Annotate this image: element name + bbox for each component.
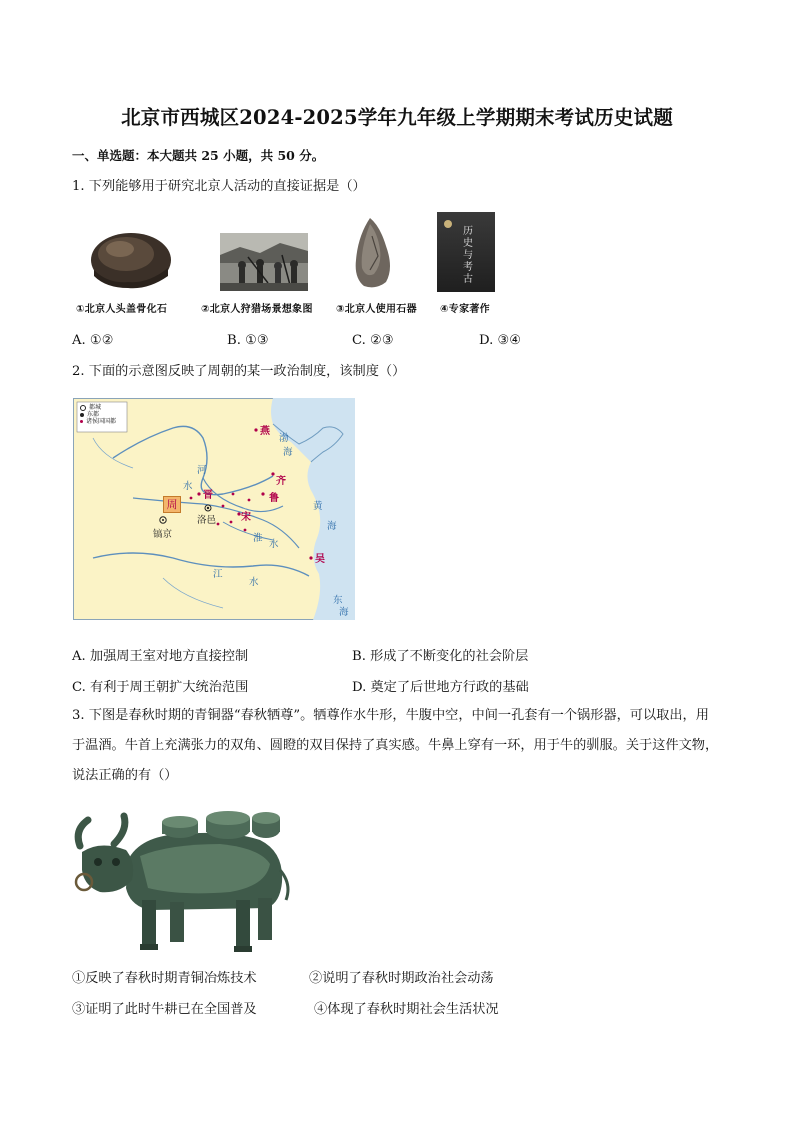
section-heading: 一、单选题：本大题共 25 小题，共 50 分。 xyxy=(72,148,325,163)
q3-statement-3: ③证明了此时牛耕已在全国普及 xyxy=(72,1002,257,1017)
map-capital-luoyi: 洛邑 xyxy=(197,515,217,526)
map-water-label: 海 xyxy=(339,607,349,618)
zhou-fief-map xyxy=(73,398,355,620)
map-water-label: 江 xyxy=(213,569,223,580)
page-title: 北京市西城区2024-2025学年九年级上学期期末考试历史试题 xyxy=(121,106,673,129)
q1-option-c[interactable]: C. ②③ xyxy=(352,333,394,348)
q2-option-c[interactable]: C. 有利于周王朝扩大统治范围 xyxy=(72,680,249,695)
hunting-scene-image xyxy=(220,233,308,291)
book-title-text: 历 史 与 考 古 xyxy=(463,226,473,285)
map-state-yan: 燕 xyxy=(260,426,270,437)
map-capital-haojing: 镐京 xyxy=(153,529,173,540)
map-water-label: 河 xyxy=(197,465,207,476)
question-2-stem: 2. 下面的示意图反映了周朝的某一政治制度，该制度（） xyxy=(72,364,406,379)
bronze-ox-zun-image xyxy=(70,800,296,960)
figure-3-caption: ③北京人使用石器 xyxy=(336,304,417,315)
map-state-jin: 晋 xyxy=(203,490,213,501)
question-3-stem: 3. 下图是春秋时期的青铜器“春秋牺尊”。牺尊作水牛形，牛腹中空，中间一孔套有一个锅形器，可以取出，用于温酒。牛首上充满张力的双角、圆瞪的双目保持了真实感。牛鼻上穿有一环，用于牛的驯服。关于这件文物，说法正确的有（） xyxy=(72,708,719,783)
map-water-label: 渤 xyxy=(279,433,289,444)
map-state-wu: 吴 xyxy=(315,554,325,565)
q1-option-d[interactable]: D. ③④ xyxy=(479,333,522,348)
map-state-qi: 齐 xyxy=(276,476,286,487)
figure-2-caption: ②北京人狩猎场景想象图 xyxy=(201,304,313,315)
q3-statement-1: ①反映了春秋时期青铜冶炼技术 xyxy=(72,971,257,986)
figure-1-caption: ①北京人头盖骨化石 xyxy=(76,304,168,315)
q2-option-b[interactable]: B. 形成了不断变化的社会阶层 xyxy=(352,649,529,664)
q3-statement-2: ②说明了春秋时期政治社会动荡 xyxy=(309,971,494,986)
map-water-label: 海 xyxy=(327,521,337,532)
map-water-label: 黄 xyxy=(313,501,323,512)
map-water-label: 水 xyxy=(249,577,259,588)
map-legend: 都城 东都 诸侯国国都 xyxy=(80,404,116,425)
book-cover-image xyxy=(437,212,495,292)
map-zhou-label: 周 xyxy=(163,496,181,513)
map-water-label: 淮 xyxy=(253,533,263,544)
q1-option-a[interactable]: A. ①② xyxy=(72,333,114,348)
question-1-stem: 1. 下列能够用于研究北京人活动的直接证据是（） xyxy=(72,179,366,194)
map-water-label: 东 xyxy=(333,595,343,606)
q3-statement-4: ④体现了春秋时期社会生活状况 xyxy=(314,1002,499,1017)
q2-option-d[interactable]: D. 奠定了后世地方行政的基础 xyxy=(352,680,529,695)
skull-fossil-image xyxy=(88,224,174,290)
map-state-song: 宋 xyxy=(241,512,251,523)
q2-option-a[interactable]: A. 加强周王室对地方直接控制 xyxy=(72,649,249,664)
stone-tool-image xyxy=(350,216,396,290)
q1-option-b[interactable]: B. ①③ xyxy=(227,333,269,348)
map-water-label: 海 xyxy=(283,447,293,458)
map-state-lu: 鲁 xyxy=(269,493,279,504)
figure-4-caption: ④专家著作 xyxy=(440,304,490,315)
map-water-label: 水 xyxy=(183,481,193,492)
map-water-label: 水 xyxy=(269,539,279,550)
